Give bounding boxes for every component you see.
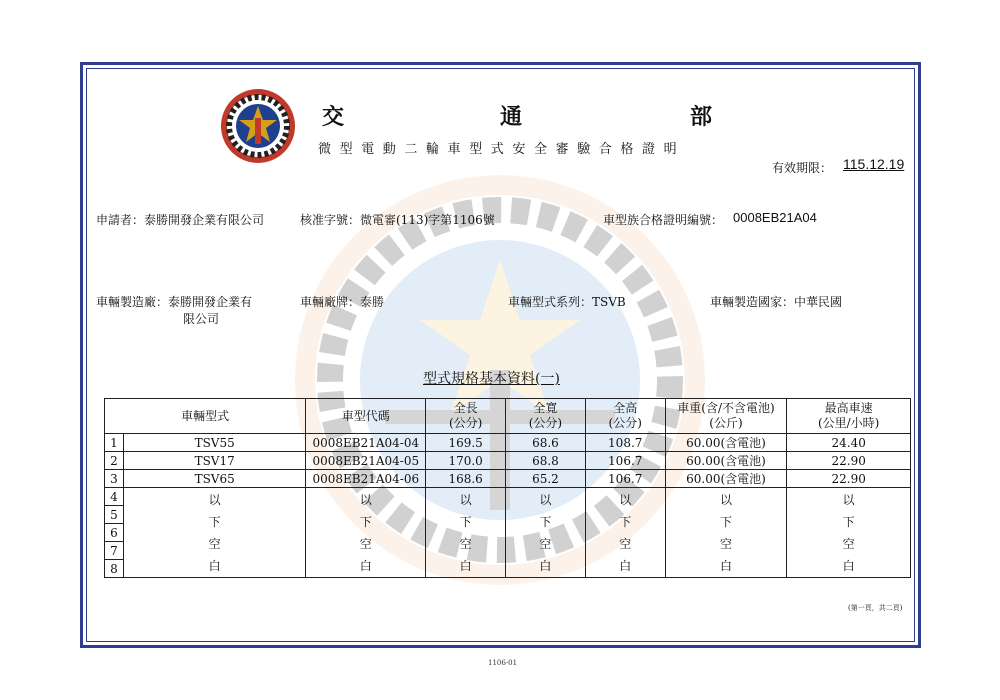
row-index: 3 xyxy=(105,470,124,488)
row-index: 5 xyxy=(105,506,124,524)
footer-code: 1106-01 xyxy=(488,659,518,667)
blank-marker: 以 下 空 白 xyxy=(585,488,665,578)
manufacturing-country: 車輛製造國家：中華民國 xyxy=(710,295,843,309)
header-height: 全高 (公分) xyxy=(585,399,665,434)
row-index: 6 xyxy=(105,524,124,542)
ministry-char-3: 部 xyxy=(690,104,715,130)
blank-marker: 以 下 空 白 xyxy=(306,488,426,578)
weight-value: 60.00(含電池) xyxy=(665,434,787,452)
max-speed-value: 22.90 xyxy=(787,470,911,488)
table-row xyxy=(105,434,911,452)
max-speed-value: 22.90 xyxy=(787,452,911,470)
weight-value: 60.00(含電池) xyxy=(665,452,787,470)
width-value: 68.6 xyxy=(506,434,586,452)
vehicle-series: 車輛型式系列：TSVB xyxy=(508,295,626,309)
height-value: 106.7 xyxy=(585,470,665,488)
model-code: 0008EB21A04-04 xyxy=(306,434,426,452)
validity-value: 115.12.19 xyxy=(843,156,905,172)
width-value: 65.2 xyxy=(506,470,586,488)
table-row xyxy=(105,452,911,470)
applicant-label: 申請者：泰勝開發企業有限公司 xyxy=(96,213,265,227)
spec-table xyxy=(104,398,911,578)
ministry-char-1: 交 xyxy=(322,104,347,130)
length-value: 170.0 xyxy=(426,452,506,470)
row-index: 8 xyxy=(105,560,124,578)
ministry-seal-logo xyxy=(220,88,296,164)
page-note: (第一頁，共二頁) xyxy=(848,604,903,612)
validity-label: 有效期限： xyxy=(772,161,833,175)
header-length: 全長 (公分) xyxy=(426,399,506,434)
certificate-number-value: 0008EB21A04 xyxy=(733,210,817,225)
header-model-code: 車型代碼 xyxy=(306,399,426,434)
header-vehicle-model: 車輛型式 xyxy=(105,399,306,434)
row-index: 1 xyxy=(105,434,124,452)
blank-marker: 以 下 空 白 xyxy=(123,488,305,578)
vehicle-model: TSV17 xyxy=(123,452,305,470)
blank-marker: 以 下 空 白 xyxy=(506,488,586,578)
length-value: 169.5 xyxy=(426,434,506,452)
blank-marker: 以 下 空 白 xyxy=(787,488,911,578)
row-index: 4 xyxy=(105,488,124,506)
approval-number: 核准字號：微電審(113)字第1106號 xyxy=(300,213,495,227)
empty-row xyxy=(105,488,911,506)
weight-value: 60.00(含電池) xyxy=(665,470,787,488)
table-row xyxy=(105,470,911,488)
spec-section-title: 型式規格基本資料(一) xyxy=(423,371,560,387)
vehicle-model: TSV55 xyxy=(123,434,305,452)
certificate-subtitle: 微型電動二輪車型式安全審驗合格證明 xyxy=(318,142,686,157)
header-max-speed: 最高車速 (公里/小時) xyxy=(787,399,911,434)
model-code: 0008EB21A04-05 xyxy=(306,452,426,470)
height-value: 106.7 xyxy=(585,452,665,470)
spec-header-row xyxy=(105,399,911,434)
length-value: 168.6 xyxy=(426,470,506,488)
model-code: 0008EB21A04-06 xyxy=(306,470,426,488)
certificate-number-label: 車型族合格證明編號： xyxy=(603,213,724,227)
header-width: 全寬 (公分) xyxy=(506,399,586,434)
row-index: 7 xyxy=(105,542,124,560)
header-weight: 車重(含/不含電池) (公斤) xyxy=(665,399,787,434)
max-speed-value: 24.40 xyxy=(787,434,911,452)
manufacturer-line1: 車輛製造廠：泰勝開發企業有 xyxy=(96,295,253,309)
ministry-char-2: 通 xyxy=(500,104,525,130)
width-value: 68.8 xyxy=(506,452,586,470)
height-value: 108.7 xyxy=(585,434,665,452)
vehicle-model: TSV65 xyxy=(123,470,305,488)
manufacturer-line2: 限公司 xyxy=(183,312,220,326)
vehicle-brand: 車輛廠牌：泰勝 xyxy=(300,295,385,309)
row-index: 2 xyxy=(105,452,124,470)
blank-marker: 以 下 空 白 xyxy=(426,488,506,578)
blank-marker: 以 下 空 白 xyxy=(665,488,787,578)
